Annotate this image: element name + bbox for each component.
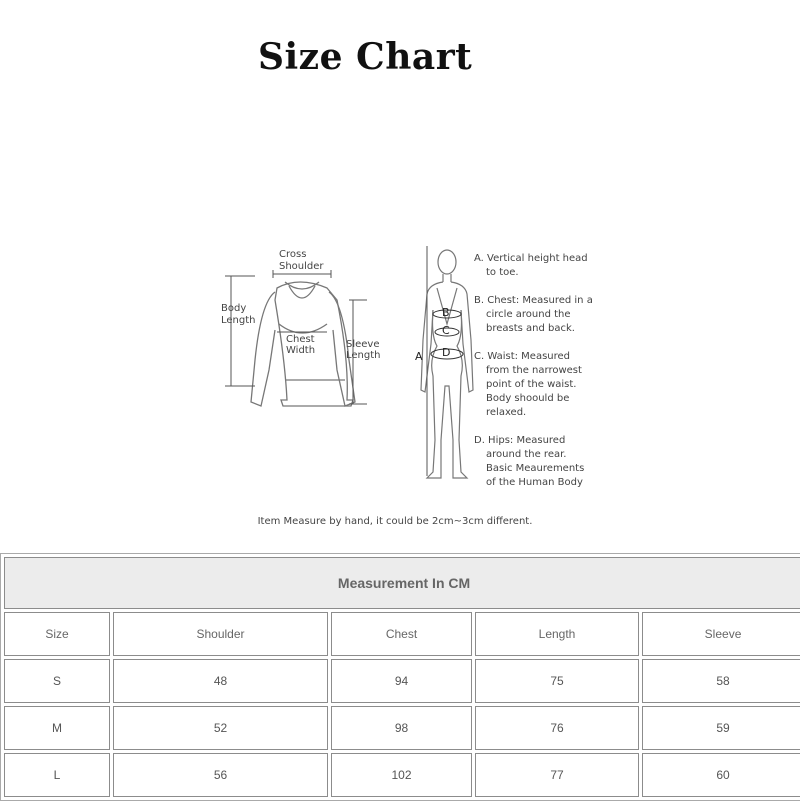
cell-shoulder: 48 [113, 659, 328, 703]
shoulder-label-line2: Shoulder [279, 261, 324, 272]
cross-label-line1: Cross [279, 249, 307, 260]
note-hips [474, 434, 594, 490]
body-label-line1: Body [221, 303, 247, 314]
note-chest [474, 294, 594, 336]
note-line: circle around the [486, 309, 571, 320]
body-figure [421, 250, 473, 478]
letter-a: A [415, 350, 423, 363]
measure-disclaimer: Item Measure by hand, it could be 2cm~3cm different. [257, 516, 533, 527]
cell-size: S [4, 659, 110, 703]
cell-sleeve: 60 [642, 753, 800, 797]
header-shoulder: Shoulder [113, 612, 328, 656]
table-caption: Measurement In CM [4, 557, 800, 609]
header-size: Size [4, 612, 110, 656]
table-header-row [4, 612, 800, 656]
note-line: C. Waist: Measured [474, 351, 571, 362]
note-line: Body shoould be [486, 393, 570, 404]
cell-chest: 98 [331, 706, 472, 750]
cell-shoulder: 52 [113, 706, 328, 750]
cell-chest: 94 [331, 659, 472, 703]
note-line: around the rear. [486, 449, 567, 460]
cell-sleeve: 59 [642, 706, 800, 750]
cell-sleeve: 58 [642, 659, 800, 703]
cell-chest: 102 [331, 753, 472, 797]
width-label-line2: Width [286, 345, 316, 356]
note-line: to toe. [486, 267, 519, 278]
header-length: Length [475, 612, 639, 656]
note-line: D. Hips: Measured [474, 435, 566, 446]
chest-label-line1: Chest [286, 334, 315, 345]
page-title: Size Chart [258, 36, 473, 78]
cell-length: 75 [475, 659, 639, 703]
cell-shoulder: 56 [113, 753, 328, 797]
note-line: B. Chest: Measured in a [474, 295, 593, 306]
table-row [4, 753, 800, 797]
table-row [4, 659, 800, 703]
table-row [4, 706, 800, 750]
note-line: of the Human Body [486, 477, 583, 488]
header-sleeve: Sleeve [642, 612, 800, 656]
note-line: relaxed. [486, 407, 527, 418]
note-height [474, 252, 594, 280]
length-label-line2: Length [221, 315, 256, 326]
measurement-notes [474, 252, 594, 504]
note-line: point of the waist. [486, 379, 577, 390]
header-chest: Chest [331, 612, 472, 656]
cell-length: 76 [475, 706, 639, 750]
letter-c: C [442, 324, 450, 337]
size-table [0, 553, 800, 801]
note-line: from the narrowest [486, 365, 582, 376]
cell-size: M [4, 706, 110, 750]
letter-d: D [442, 346, 451, 359]
note-line: A. Vertical height head [474, 253, 588, 264]
cell-size: L [4, 753, 110, 797]
sleeve-label-line1: Sleeve [346, 339, 380, 350]
letter-b: B [442, 306, 450, 319]
note-line: breasts and back. [486, 323, 575, 334]
sleeve-length-label-line2: Length [346, 350, 381, 361]
note-line: Basic Meaurements [486, 463, 585, 474]
note-waist [474, 350, 594, 420]
table-caption-row [4, 557, 800, 609]
cell-length: 77 [475, 753, 639, 797]
